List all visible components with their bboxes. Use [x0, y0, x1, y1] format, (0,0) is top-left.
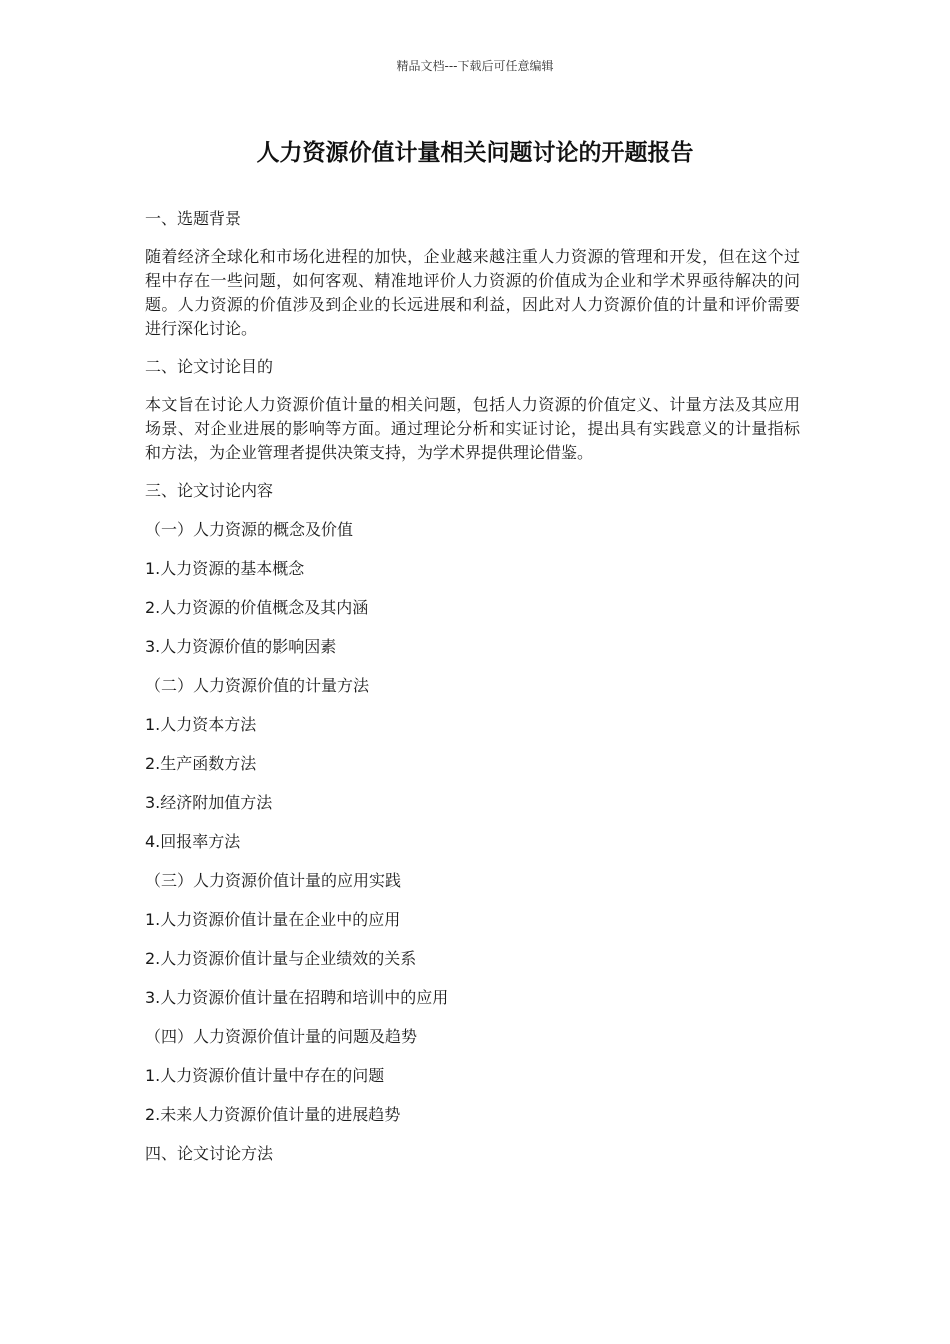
list-item: 3.经济附加值方法	[145, 793, 273, 812]
document-body	[145, 206, 800, 1180]
subsection-heading: （二）人力资源价值的计量方法	[145, 676, 370, 695]
section-heading-method: 四、论文讨论方法	[145, 1144, 274, 1163]
list-item: 2.生产函数方法	[145, 754, 257, 773]
subsection-heading: （三）人力资源价值计量的应用实践	[145, 871, 402, 890]
list-item: 1.人力资源价值计量中存在的问题	[145, 1066, 385, 1085]
header-note: 精品文档---下载后可任意编辑	[396, 59, 554, 73]
document-title: 人力资源价值计量相关问题讨论的开题报告	[256, 140, 694, 166]
list-item: 1.人力资本方法	[145, 715, 257, 734]
paragraph-background: 随着经济全球化和市场化进程的加快，企业越来越注重人力资源的管理和开发，但在这个过程中存在一些问题，如何客观、精准地评价人力资源的价值成为企业和学术界亟待解决的问题。人力资源的价值涉及到企业的长远进展和利益，因此对人力资源价值的计量和评价需要进行深化讨论。	[145, 247, 800, 338]
list-item: 2.人力资源价值计量与企业绩效的关系	[145, 949, 417, 968]
list-item: 1.人力资源价值计量在企业中的应用	[145, 910, 401, 929]
section-heading-content: 三、论文讨论内容	[145, 481, 274, 500]
section-heading-background: 一、选题背景	[145, 209, 242, 228]
list-item: 2.未来人力资源价值计量的进展趋势	[145, 1105, 401, 1124]
list-item: 3.人力资源价值的影响因素	[145, 637, 337, 656]
subsection-heading: （一）人力资源的概念及价值	[145, 520, 354, 539]
subsection-heading: （四）人力资源价值计量的问题及趋势	[145, 1027, 418, 1046]
list-item: 1.人力资源的基本概念	[145, 559, 305, 578]
list-item: 3.人力资源价值计量在招聘和培训中的应用	[145, 988, 449, 1007]
list-item: 2.人力资源的价值概念及其内涵	[145, 598, 369, 617]
list-item: 4.回报率方法	[145, 832, 241, 851]
paragraph-purpose: 本文旨在讨论人力资源价值计量的相关问题，包括人力资源的价值定义、计量方法及其应用场景、对企业进展的影响等方面。通过理论分析和实证讨论，提出具有实践意义的计量指标和方法，为企业管理者提供决策支持，为学术界提供理论借鉴。	[145, 395, 800, 462]
section-heading-purpose: 二、论文讨论目的	[145, 357, 274, 376]
